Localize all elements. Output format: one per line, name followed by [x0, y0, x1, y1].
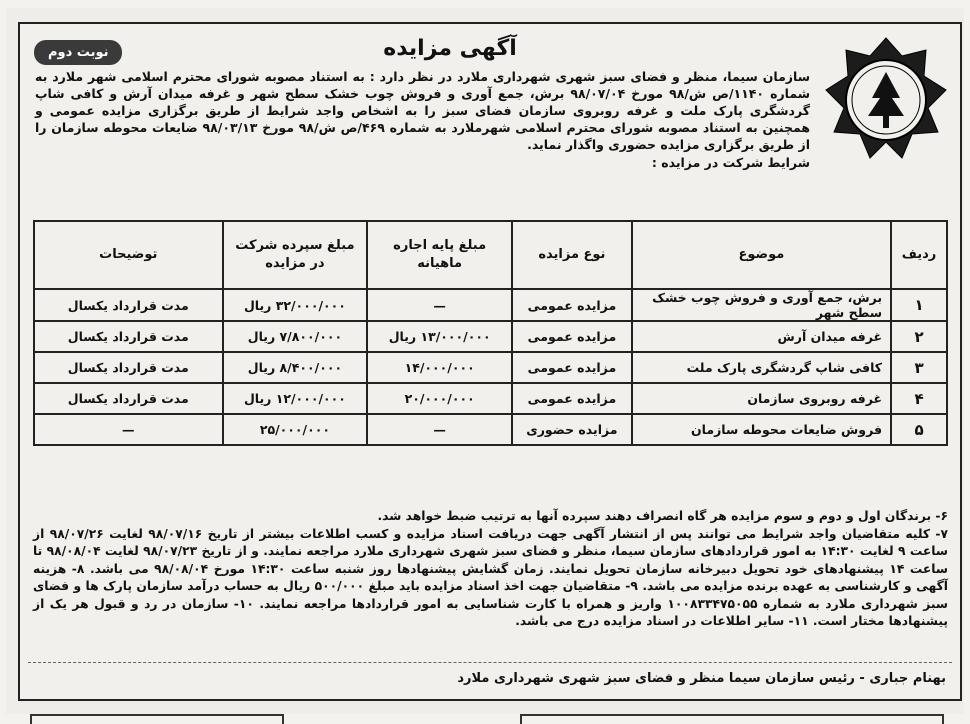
newspaper-page	[6, 8, 964, 714]
adjacent-ad-border	[520, 714, 944, 724]
cell-subject: غرفه میدان آرش	[632, 321, 891, 352]
header-base-rent: مبلغ پایه اجاره ماهیانه	[367, 221, 512, 289]
adjacent-ad-border	[30, 714, 284, 724]
round-badge: نوبت دوم	[34, 40, 122, 65]
notice-title: آگهی مزایده	[383, 36, 517, 61]
cell-row-number: ۳	[891, 352, 947, 383]
cell-base-rent: ۱۳/۰۰۰/۰۰۰ ریال	[367, 321, 512, 352]
header-subject: موضوع	[632, 221, 891, 289]
cell-type: مزایده حضوری	[512, 414, 632, 445]
notice-conditions	[33, 508, 948, 631]
intro-text: سازمان سیما، منظر و فضای سبز شهری شهرداری ملارد در نظر دارد : به استناد مصوبه شورای محترم اسلامی شهر ملارد به شماره ۱۱۴۰/ص ش/۹۸ مورخ ۹۸/۰۷/۰۴ برش، جمع آوری و فروش چوب خشک سطح شهر و غرفه میدان آرش و کافی شاپ گردشگری پارک ملت و غرفه روبروی سازمان فضای سبز را به اشخاص واجد شرایط از طریق برگزاری مزایده عمومی و همچنین به استناد مصوبه شورای محترم اسلامی شهرملارد به شماره ۴۶۹/ص ش/۹۸ مورخ ۹۸/۰۳/۱۳ ضایعات محوطه سازمان را از طریق برگزاری مزایده حضوری واگذار نماید.	[35, 69, 811, 152]
organization-logo	[822, 36, 950, 164]
cell-notes: مدت قرارداد یکسال	[34, 289, 223, 321]
cell-subject: غرفه روبروی سازمان	[632, 383, 891, 414]
auction-notice	[18, 22, 962, 701]
conditions-label: شرایط شرکت در مزایده :	[651, 155, 810, 170]
cell-deposit: ۲۵/۰۰۰/۰۰۰	[223, 414, 368, 445]
cell-base-rent: —	[367, 414, 512, 445]
condition-7-11: ۷- کلیه متقاضیان واجد شرایط می توانند پس از انتشار آگهی جهت دریافت اسناد مزایده و کسب اطلاعات بیشتر از تاریخ ۹۸/۰۷/۱۶ لغایت ۹۸/۰۷/۲۶ از ساعت ۹ لغایت ۱۴:۳۰ به امور قراردادهای سازمان سیما، منظر و فضای سبز شهری شهرداری ملارد مراجعه نمایند. و از تاریخ ۹۸/۰۷/۲۳ لغایت ۹۸/۰۸/۰۴ تا ساعت ۱۴ پیشنهادهای خود تحویل دبیرخانه سازمان تحویل نمایند. زمان گشایش پیشنهادها روز شنبه ساعت ۱۴:۳۰ مورخ ۹۸/۰۸/۰۴ می باشد. ۸- هزینه آگهی و کارشناسی به عهده برنده مزایده می باشد. ۹- متقاضیان جهت اخذ اسناد مزایده باید مبلغ ۵۰۰/۰۰۰ ریال به حساب درآمد سازمان پارک ها و فضای سبز شهرداری ملارد به شماره ۱۰۰۸۳۳۴۷۵۰۵۵ واریز و همراه با کارت شناسایی به امور قراردادها مراجعه نمایند. ۱۰- سازمان در رد و قبول هر یک از پیشنهادها مختار است. ۱۱- سایر اطلاعات در اسناد مزایده درج می باشد.	[33, 526, 949, 628]
cell-deposit: ۱۲/۰۰۰/۰۰۰ ریال	[223, 383, 368, 414]
table-row	[34, 383, 947, 414]
tree-emblem-icon	[822, 36, 950, 164]
auction-table	[33, 220, 948, 446]
notice-intro	[35, 68, 810, 171]
condition-6: ۶- برندگان اول و دوم و سوم مزایده هر گاه انصراف دهند سپرده آنها به ترتیب ضبط خواهد شد.	[377, 509, 948, 523]
cell-subject: کافی شاپ گردشگری پارک ملت	[632, 352, 891, 383]
cell-base-rent: —	[367, 289, 512, 321]
cell-deposit: ۷/۸۰۰/۰۰۰ ریال	[223, 321, 368, 352]
cell-deposit: ۸/۴۰۰/۰۰۰ ریال	[223, 352, 368, 383]
cell-type: مزایده عمومی	[512, 289, 632, 321]
header-type: نوع مزایده	[512, 221, 632, 289]
cell-notes: مدت قرارداد یکسال	[34, 321, 223, 352]
table-row	[34, 289, 947, 321]
cell-notes: مدت قرارداد یکسال	[34, 383, 223, 414]
divider	[28, 662, 952, 663]
table-header-row	[34, 221, 947, 289]
cell-notes: مدت قرارداد یکسال	[34, 352, 223, 383]
header-deposit: مبلغ سپرده شرکت در مزایده	[223, 221, 368, 289]
cell-notes: —	[34, 414, 223, 445]
table-row	[34, 352, 947, 383]
header-notes: توضیحات	[34, 221, 223, 289]
cell-row-number: ۲	[891, 321, 947, 352]
cell-deposit: ۳۲/۰۰۰/۰۰۰ ریال	[223, 289, 368, 321]
table-row	[34, 321, 947, 352]
cell-subject: برش، جمع آوری و فروش چوب خشک سطح شهر	[632, 289, 891, 321]
table-row	[34, 414, 947, 445]
header-row-number: ردیف	[891, 221, 947, 289]
cell-row-number: ۵	[891, 414, 947, 445]
signature-line: بهنام جباری - رئیس سازمان سیما منظر و فضای سبز شهری شهرداری ملارد	[457, 671, 946, 686]
cell-base-rent: ۲۰/۰۰۰/۰۰۰	[367, 383, 512, 414]
cell-type: مزایده عمومی	[512, 352, 632, 383]
cell-subject: فروش ضایعات محوطه سازمان	[632, 414, 891, 445]
cell-base-rent: ۱۴/۰۰۰/۰۰۰	[367, 352, 512, 383]
cell-row-number: ۴	[891, 383, 947, 414]
cell-row-number: ۱	[891, 289, 947, 321]
cell-type: مزایده عمومی	[512, 383, 632, 414]
cell-type: مزایده عمومی	[512, 321, 632, 352]
